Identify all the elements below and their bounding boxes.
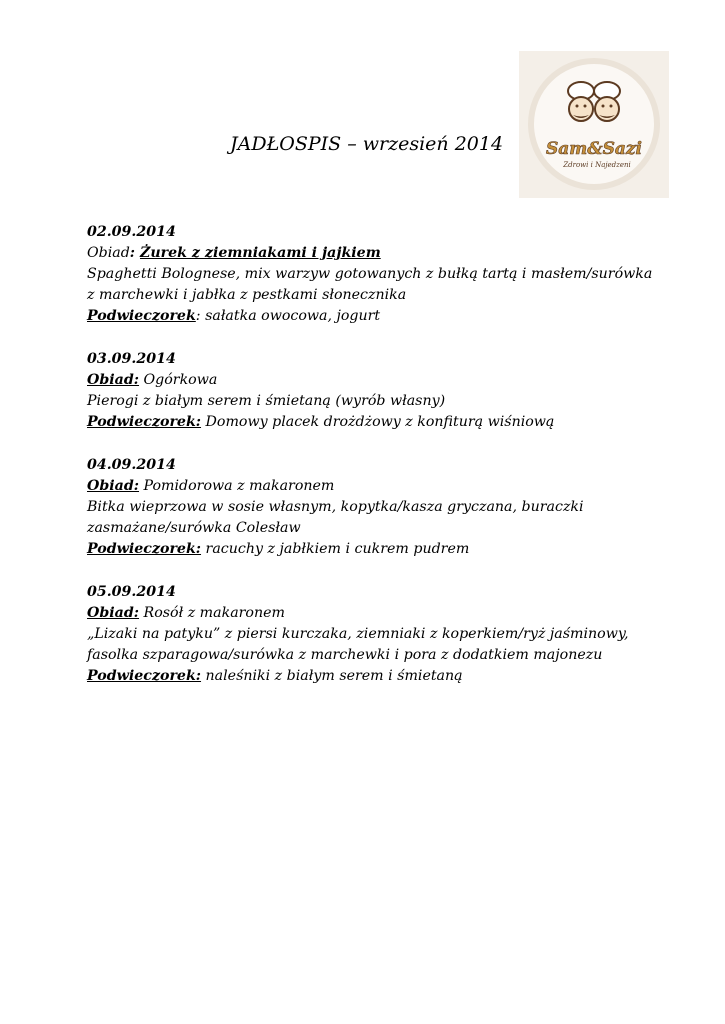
day-block bbox=[87, 582, 667, 687]
obiad-label: Obiad: bbox=[87, 372, 140, 388]
snack-label: Podwieczorek bbox=[87, 308, 196, 324]
day-date: 04.09.2014 bbox=[87, 457, 176, 473]
snack-line bbox=[87, 666, 667, 687]
snack: Domowy placek drożdżowy z konfiturą wiśniową bbox=[205, 414, 555, 430]
soup: Żurek z ziemniakami i jajkiem bbox=[139, 245, 381, 261]
obiad-line bbox=[87, 603, 667, 624]
day-date: 03.09.2014 bbox=[87, 351, 176, 367]
day-date: 02.09.2014 bbox=[87, 224, 176, 240]
snack-line bbox=[87, 539, 667, 560]
snack: naleśniki z białym serem i śmietaną bbox=[205, 668, 463, 684]
menu-document bbox=[87, 222, 667, 687]
obiad-line bbox=[87, 243, 667, 264]
day-block bbox=[87, 455, 667, 560]
obiad-line bbox=[87, 476, 667, 497]
main-dish-line: Bitka wieprzowa w sosie własnym, kopytka/kasza gryczana, buraczki bbox=[87, 499, 584, 515]
sam-sazi-logo bbox=[519, 51, 669, 198]
obiad-line bbox=[87, 370, 667, 391]
main-dish-line: z marchewki i jabłka z pestkami słonecznika bbox=[87, 287, 407, 303]
logo-tagline: Zdrowi i Najedzeni bbox=[563, 161, 631, 169]
soup: Rosół z makaronem bbox=[143, 605, 285, 621]
main-dish-line: „Lizaki na patyku” z piersi kurczaka, ziemniaki z koperkiem/ryż jaśminowy, bbox=[87, 626, 629, 642]
obiad-label: Obiad bbox=[87, 245, 130, 261]
snack-separator: : bbox=[195, 308, 206, 324]
snack: racuchy z jabłkiem i cukrem pudrem bbox=[205, 541, 470, 557]
obiad-separator: : bbox=[129, 245, 140, 261]
main-dish-line: Spaghetti Bolognese, mix warzyw gotowanych z bułką tartą i masłem/surówka bbox=[87, 266, 653, 282]
page-title: JADŁOSPIS – wrzesień 2014 bbox=[230, 133, 504, 155]
snack-label: Podwieczorek: bbox=[87, 541, 202, 557]
main-dish-line: zasmażane/surówka Colesław bbox=[87, 520, 301, 536]
obiad-label: Obiad: bbox=[87, 478, 140, 494]
main-dish-line: Pierogi z białym serem i śmietaną (wyrób własny) bbox=[87, 393, 446, 409]
soup: Pomidorowa z makaronem bbox=[143, 478, 335, 494]
day-date: 05.09.2014 bbox=[87, 584, 176, 600]
day-block bbox=[87, 349, 667, 433]
soup: Ogórkowa bbox=[143, 372, 218, 388]
obiad-label: Obiad: bbox=[87, 605, 140, 621]
logo-brand: Sam&Sazi bbox=[545, 139, 643, 159]
snack-line bbox=[87, 412, 667, 433]
snack-line bbox=[87, 306, 667, 327]
snack-label: Podwieczorek: bbox=[87, 414, 202, 430]
main-dish-line: fasolka szparagowa/surówka z marchewki i pora z dodatkiem majonezu bbox=[87, 647, 603, 663]
day-block bbox=[87, 222, 667, 327]
snack-label: Podwieczorek: bbox=[87, 668, 202, 684]
snack: sałatka owocowa, jogurt bbox=[205, 308, 381, 324]
